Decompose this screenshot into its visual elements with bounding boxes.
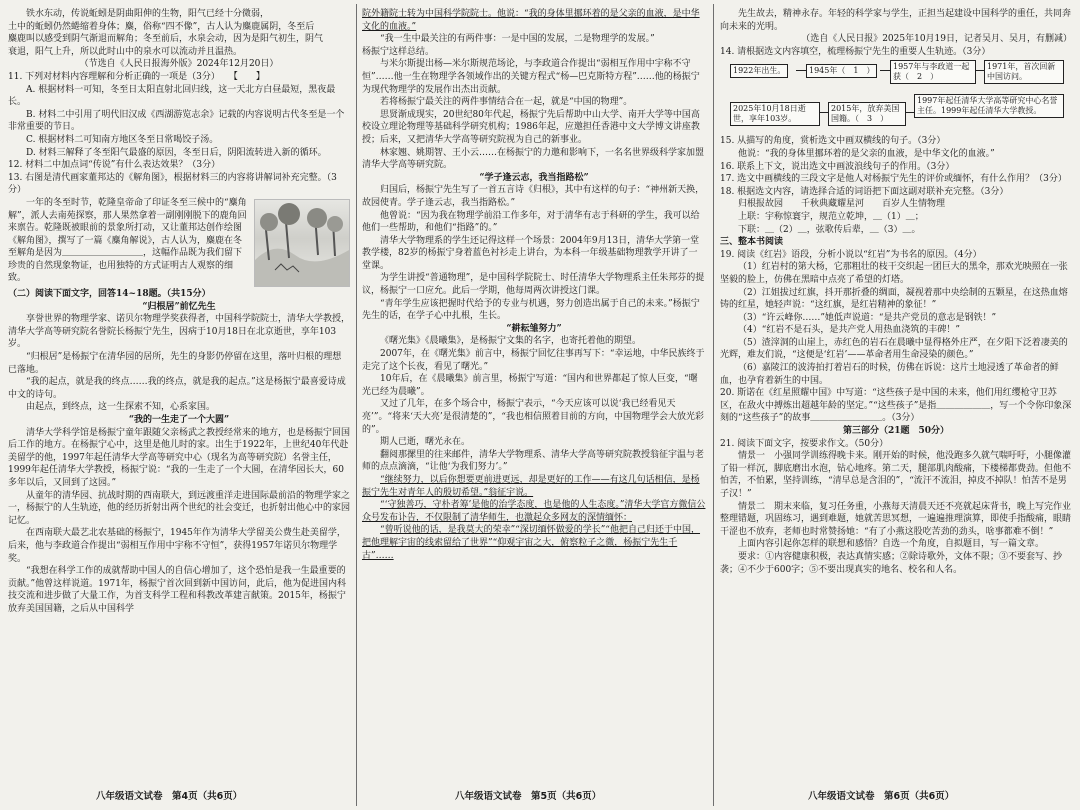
article-paragraph: 清华大学物理系的学生还记得这样一个场景：2004年9月13日，清华大学第一堂教学楼，82岁的杨振宁身着蓝色衬衫走上讲台，为本科一年级基础物理教学开讲了一堂课。 [362,235,700,271]
option-a: A. 根据材料一可知，冬至日太阳直射北回归线，这一天北方白昼最短，黑夜最长。 [8,84,336,108]
quoted-sentence: 他说：“我的身体里挪环着的是父亲的血液，是中华文化的血液。” [738,148,995,159]
section-heading: 三、整本书阅读 [720,237,784,248]
subheading: “我的一生走了一个大圆” [128,415,230,425]
page-footer: 八年级语文试卷 第4页（共6页） [96,791,243,802]
page-6-column [720,8,1072,786]
article-paragraph: “我一生中最关注的有两件事：一是中国的发展，二是物理学的发展。” [380,34,655,45]
material-text: 衰退，阳气上升，所以此时山中的泉水可以流动并且温热。 [8,46,243,57]
article-paragraph: “我的起点，就是我的终点……我的终点，就是我的起点。”这是杨振宁最喜爱诗成中文的诗句。 [8,377,346,400]
question-18: 18. 根据选文内容，请选择合适的词语把下面这副对联补充完整。（3分） [720,186,1009,197]
column-divider [356,4,357,806]
article-paragraph: 从童年的清华园、抗战时期的西南联大，到远渡重洋走进国际最前沿的物理学家之一，杨振宁的人生轨迹，他的经历折射出两个世纪的社会变迁，也折射出他心中的家园记忆。 [8,490,350,526]
material-text: 麋鹿叫以感受到阴气渐退而解角；冬至前后，水泉会动，因为是阳气初生，阴气 [8,34,324,45]
reading-item: （4）“红岩不是石头，是共产党人用热血浇筑的丰碑！” [738,325,960,336]
scenario-one: 情景一 小强同学训练得晚卡来。刚开始的时候，他没跑多久就气喘吁吁，小腿像灌了铅一样沉，脚底磨出水泡，钻心地疼。第二天，腿部肌肉酸痛，下楼梯都费劲。但他不怕苦，不怕累，坚持训练，“清早总是含泪的”，“流汗不流泪，掉皮不掉队！怕苦不是男子汉！” [720,451,1072,499]
reading-item: （6）嘉陵江的波涛拍打着岩石的时候，仿佛在诉说：这片土地浸透了革命者的鲜血，也孕育着新生的中国。 [720,363,1059,386]
question-11: 11. 下列对材料内容理解和分析正确的一项是（3分） 【 】 [8,71,265,82]
article-paragraph: 翻阅那摞里的往来邮件，清华大学物理系、清华大学高等研究院教授翁征宇温与老师的点点滴滴，“让他‘为我们努力’。” [362,449,705,473]
question-14: 14. 请根据选文内容填空，梳理杨振宁先生的重要人生轨迹。（3分） [720,46,991,57]
timeline-arrow [796,70,806,71]
article-paragraph: 在西南联大最艺北农基础的杨振宁，1945年作为清华大学留美公费生赴美留学，后来，他与李政道合作提出“弱相互作用中宇称不守恒”，获得1957年诺贝尔物理学奖。 [8,528,346,564]
article-paragraph: 为学生讲授“普通物理”，是中国科学院院士、时任清华大学物理系主任朱邦芬的提议，杨振宁一口应允。此后一学期，他每周两次讲授这门课。 [362,273,705,297]
article-paragraph: 归国后，杨振宁先生写了一首五言诗《归根》，其中有这样的句子：“神州新天换，故园使青。学子逢云志，我当指路松。” [362,185,705,208]
timeline-arrow [820,112,828,113]
article-paragraph: 《曙光集》《晨曦集》，是杨振宁文集的名字，也寄托着他的期望。 [380,336,642,347]
subheading: “耕耘雏努力” [506,323,562,334]
source-note: （节选自《人民日报海外版》2024年12月20日） [79,59,279,70]
timeline-box: 1922年出生。 [730,64,788,78]
underlined-paragraph: “‘守独善巧，守朴者筹’是他的治学态度，也是他的人生态度。”清华大学官方微信公众号发布讣告，不仅限制了清华师生，也激起众多网友的深情缅怀： [362,500,706,523]
writing-prompt: 上面内容引起你怎样的联想和感悟？自选一个角度，自拟题目，写一篇文章。 [738,539,1045,550]
story-text: 一年的冬至时节，乾隆皇帝命了印证冬至三候中的“麋角解”，派人去南苑探察，那人果然拿着一副刚刚脱下的鹿角回来禀告。乾隆既被眼前的景象所打动，又让董邦达创作绘图《解角图》，撰写了一篇《麋角解说》，古人认为，麋鹿在冬至解角是因为＿＿＿＿＿＿＿＿＿，这幅作品既为我们留下珍贵的自然现象物证，也用独特的方式证明古人观察的细致。 [8,197,247,284]
timeline-arrow [880,70,890,71]
article-paragraph: 院外籍院士转为中国科学院院士。他说：“我的身体里挪环着的是父亲的血液，是中华文化的血液。” [362,9,700,32]
page-5-column [362,8,706,786]
couplet-line: 上联：宇称惊寰宇，规范立乾坤，＿（1）＿； [738,211,924,222]
page-4-column [8,8,350,786]
article-paragraph: 先生故去，精神永存。年轻的科学家与学生，正担当起建设中国科学的重任，共同奔向未来的光明。 [720,9,1072,32]
reading-item: （3）“许云峰你……”她低声说道：“是共产党员的意志是钢铁！” [738,312,997,323]
part-heading: 第三部分（21题 50分） [842,426,950,437]
reading-item: （2）江姐拔过红旗，抖开那折叠的绸面，凝视着那中央绘制的五颗星，在这热血熔铸的红星，她轻声说：“这红旗，是红岩精神的象征！” [720,287,1068,311]
question-19: 19. 阅读《红岩》语段，分析小说以“红岩”为书名的原因。（4分） [720,249,982,260]
article-paragraph: 清华大学科学馆是杨振宁童年跟随父亲杨武之教授经常来的地方，也是杨振宁回国后工作的地方。在杨振宁心中，这里是他儿时的家。出生于1922年，上世纪40年代赴美留学的他，1997年起任清华大学高等研究中心（现名为高等研究院）名誉主任，1999年起任清华大学教授，杨振宁说：“我的一生走了一个大圆，在清华园长大，60多年以后，又回到了这园。” [8,427,350,488]
subheading: “学子逢云志，我当指路松” [479,172,589,183]
article-paragraph: 若将杨振宁最关注的两件事情结合在一起，就是“中国的物理”。 [380,97,633,108]
article-paragraph: 杨振宁这样总结。 [362,46,435,57]
question-16: 16. 联系上下文，说出选文中画波浪线句子的作用。（3分） [720,161,955,172]
article-paragraph: “归根居”是杨振宁在清华园的居所，先生的身影仍停留在这里，落叶归根的理想已落地。 [8,352,342,375]
page-footer: 八年级语文试卷 第6页（共6页） [808,791,955,802]
question-21: 21. 阅读下面文字，按要求作文。（50分） [720,438,889,449]
article-paragraph: 10年后，在《晨曦集》前言里，杨振宁写道：“国内和世界都起了惊人巨变，“曙光已经为晨曦”。 [362,374,698,397]
article-paragraph: 又过了几年，在多个场合中，杨振宁表示，“今天应该可以说‘我已经看见天亮’”。“将来‘天大亮’是很清楚的”，“我也相信照着目前的方向，中国物理学会大放光彩的”。 [362,399,704,435]
timeline-box: 1945年（ 1 ） [806,64,877,78]
reading-item: （5）渣滓洞的山崖上，赤红色的岩石在晨曦中显得格外庄严，在夕阳下泛着凄美的光辉，难友们说，“这便是‘红岩’——革命者用生命浸染的颜色。” [720,337,1068,361]
article-paragraph: 他曾说：“因为我在物理学前沿工作多年，对于清华有志于科研的学生，我可以给他们一些帮助，和他们“指路”的。” [362,210,700,234]
timeline-box: 2015年，放弃美国国籍。（ 3 ） [828,102,906,126]
page-footer: 八年级语文试卷 第5页（共6页） [455,791,602,802]
writing-requirements: 要求：①内容健康积极，表达真情实感；②除诗歌外，文体不限；③不要套写、抄袭；④不少于600字；⑤不要出现真实的地名、校名和人名。 [720,551,1063,575]
section-heading: （二）阅读下面文字，回答14~18题。（共15分） [8,289,211,300]
article-paragraph: 享誉世界的物理学家、诺贝尔物理学奖获得者，中国科学院院士，清华大学教授，清华大学高等研究院名誉院长杨振宁先生，因病于10月18日在北京逝世，享年103岁。 [8,314,350,350]
painting-illustration [254,199,350,287]
article-paragraph: 与米尔斯提出杨—米尔斯规范场论，与李政道合作提出“弱相互作用中宇称不守恒”……他一生在物理学各领域作出的关键方程式“杨—巴克斯特方程”……他的杨振宁为现代物理学的发展作出杰出贡献。 [362,59,700,95]
question-15: 15. 从描写的角度，赏析选文中画双横线的句子。（3分） [720,136,946,147]
question-12: 12. 材料二中加点词“传说”有什么表达效果？（3分） [8,160,221,171]
material-text: 铁水东动，传说蚯蚓是阴曲阳伸的生物，阳气已经十分微弱， [26,9,270,19]
timeline-box: 1997年起任清华大学高等研究中心名誉主任。1999年起任清华大学教授。 [914,94,1064,118]
word-choices: 归根报故园 千秋典藏耀星河 百岁人生情物理 [738,199,946,210]
article-paragraph: 期人已逝，曙光永在。 [380,437,471,448]
article-paragraph: 2007年，在《曙光集》前言中，杨振宁回忆往事再写下：“幸运地，中华民族终于走完了这个长夜，看见了曙光。” [362,349,705,372]
question-17: 17. 选文中画横线的三段文字是他人对杨振宁先生的评价或缅怀，有什么作用？（3分） [720,174,1067,185]
source-note: （选自《人民日报》2025年10月19日，记者吴月、吴月，有删减） [801,34,1072,45]
option-d: D. 材料三解释了冬至阳气最盛的原因，冬至日后，阴阳流转进入新的循环。 [26,147,327,158]
article-paragraph: 林家翘、姚期智、王小云……在杨振宁的力邀和影响下，一名名世界级科学家加盟清华大学高等研究院。 [362,147,705,171]
column-divider [713,4,714,806]
underlined-paragraph: “继续努力，以后你想要更前进更远，却是更好的工作——有这几句话相信，是杨振宁先生对青年人的殷切希望。”翁征宇说。 [362,474,700,498]
question-13: 13. 右图是清代画家董邦达的《解角图》，根据材料三的内容将讲解词补充完整。（3分） [8,172,337,196]
reading-item: （1）红岩村的第大杨，它那粗壮的枝干交织起一团巨大的黑伞，那欢光映照在一张坚毅的脸上，仿佛在黑暗中点亮了希望的灯塔。 [720,262,1068,285]
article-paragraph: 思贤渐成现实，20世纪80年代起，杨振宁先后帮助中山大学、南开大学等中国高校设立理论物理等基础科学研究机构；1986年起，应邀担任香港中文大学博文讲座教授；后来，又把清华大学高等研究院视为自己的新事业。 [362,109,700,145]
timeline-arrow [906,112,914,113]
option-b: B. 材料二中引用了明代旧汉成《西湖游览志余》记载的内容说明古代冬至是一个非常重要的节日。 [8,109,345,133]
timeline-box: 1971年，首次回新中国访问。 [984,60,1064,84]
article-paragraph: “我想在科学工作的成就帮助中国人的自信心增加了，这个恐怕是我一生最重要的贡献。”他曾这样说道。1971年，杨振宁首次回到新中国访问，此后，他为促进国内科技交流和进步做了大量工作，为首支科学工程和科教改革建言献策。2015年，杨振宁放弃美国国籍，之后从中国科学 [8,566,347,614]
timeline-diagram [720,60,1072,132]
scenario-two: 情景二 期末来临，复习任务重，小燕每天清晨天还不亮就起床背书，晚上写完作业整理错题，巩固练习，遇到难题，她就苦思冥想，一遍遍推理演算，即使手指酸痛，眼睛干涩也不放弃，老师也时常赞扬她：“有了小燕这股吃苦劲的劲头，啥事都难不倒！” [720,501,1072,537]
article-paragraph: 由起点，到终点，这一生探索不知，心系家国。 [26,402,216,413]
timeline-arrow [976,70,984,71]
question-20: 20. 斯诺在《红星照耀中国》中写道：“这些孩子是中国的未来，他们用红缨枪守卫苏区，在敌火中搏炼出超越年龄的坚定。”“这些孩子”是指＿＿＿＿＿＿，写一个令你印象深刻的“这些孩子”的故事＿＿＿＿＿＿＿＿。（3分） [720,388,1072,424]
timeline-box: 2025年10月18日逝世，享年103岁。 [730,102,820,126]
couplet-line: 下联：＿（2）＿，弦歌传后辈，＿（3）＿。 [738,224,921,235]
option-c: C. 根据材料二可知南方地区冬至日常喝饺子汤。 [26,134,219,145]
article-paragraph: “青年学生应该把握时代给予的专业与机遇，努力创造出属于自己的未来。”杨振宁先生的话，在学子心中扎根，生长。 [362,298,700,322]
underlined-paragraph: “曾听说他的话，是我莫大的荣幸”“深切缅怀做爱的学长”“他把自己归还于中国，把他理解宇宙的线索留给了世界”“仰观宇宙之大，俯察粒子之微，杨振宁先生千古”…… [362,525,701,561]
material-text: 土中的蚯蚓仍然蜷缩着身体；麋，俗称“四不像”，古人认为麋鹿属阴，冬至后 [8,21,315,32]
article-title: “归根居”前忆先生 [142,301,216,312]
timeline-box: 1957年与李政道一起获（ 2 ） [890,60,976,84]
